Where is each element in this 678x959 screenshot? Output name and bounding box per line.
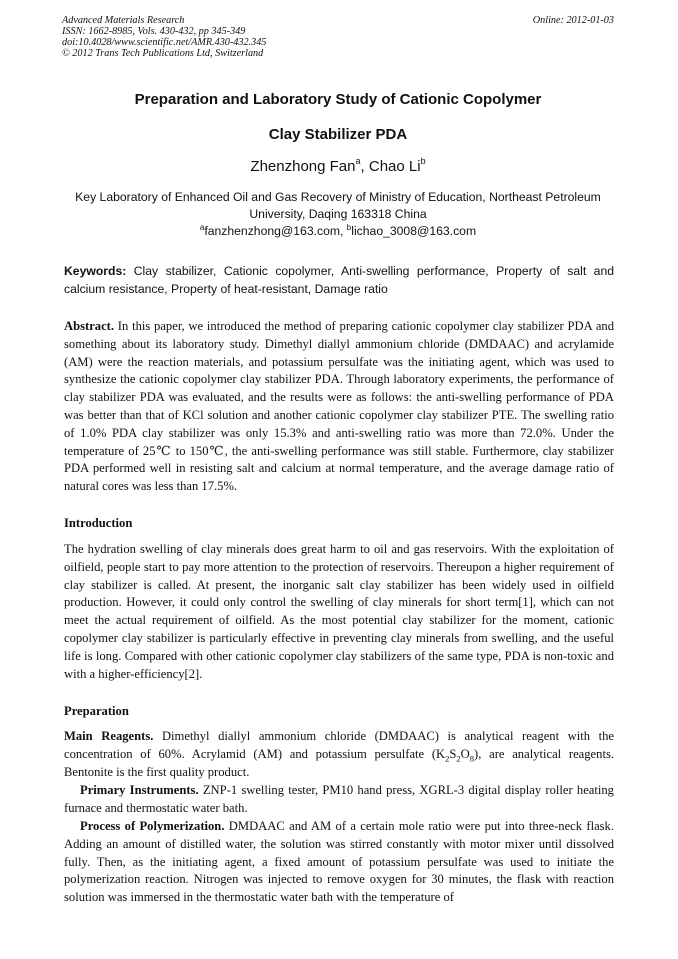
affiliation-text: Key Laboratory of Enhanced Oil and Gas Recovery of Ministry of Education, Northeast Petroleum University, Daqing 163318 China xyxy=(75,190,601,221)
introduction-heading: Introduction xyxy=(64,516,133,530)
issn-line: ISSN: 1662-8985, Vols. 430-432, pp 345-349 xyxy=(62,26,246,37)
keywords-text: Clay stabilizer, Cationic copolymer, Anti-swelling performance, Property of salt and calcium resistance, Property of heat-resistant, Damage ratio xyxy=(64,264,614,296)
main-reagents-text-2: S xyxy=(449,746,457,761)
abstract-paragraph xyxy=(64,318,614,496)
journal-name: Advanced Materials Research xyxy=(62,15,185,26)
main-reagents-text-4: ), are analytical reagents. Bentonite is the first quality product. xyxy=(64,746,614,779)
paper-title-line-1: Preparation and Laboratory Study of Cationic Copolymer xyxy=(134,91,542,108)
email-line xyxy=(62,223,614,240)
author-1: Zhenzhong Fan xyxy=(250,158,356,175)
affiliation-block xyxy=(62,189,614,240)
formula-sub-3: 8 xyxy=(469,753,475,764)
keywords-paragraph xyxy=(64,262,614,298)
author-2-sup: b xyxy=(420,156,426,166)
polymerization-label: Process of Polymerization. xyxy=(80,819,225,833)
author-1-sup: a xyxy=(355,156,361,166)
polymerization-text: DMDAAC and AM of a certain mole ratio were put into three-neck flask. Adding an amount of distilled water, the solution was stirred constantly with motor mixer until dissolved fully. Then, as the initiating agent, a fixed amount of potassium persulfate was used to initiate the polymerization reaction. Nitrogen was injected to remove oxygen for 30 minutes, the flask with reaction solution was immersed in the thermostatic water bath with the temperature of xyxy=(64,819,615,905)
paper-title-line-2: Clay Stabilizer PDA xyxy=(268,126,408,143)
introduction-paragraph: The hydration swelling of clay minerals does great harm to oil and gas reservoirs. With the exploitation of oilfield, people start to pay more attention to the protection of reservoirs. Thereupon a higher requirement of clay stabilizer is called. At present, the inorganic salt clay stabilizer has been widely used in oilfield production. However, it could only control the swelling of clay minerals for short term[1], which can not meet the actual requirement of oilfield. As the most potential clay stabilizer for the moment, cationic copolymer clay stabilizer is particularly effective in preventing clay minerals from swelling, and the useful life is long. Compared with other cationic copolymer clay stabilizers of the same type, PDA is non-toxic and with a higher-efficiency[2]. xyxy=(64,542,614,681)
email-b-sup: b xyxy=(346,222,352,232)
instruments-text: ZNP-1 swelling tester, PM10 hand press, XGRL-3 digital display roller heating furnace and thermostatic water bath. xyxy=(64,783,614,815)
author-list xyxy=(62,158,614,175)
keywords-label: Keywords: xyxy=(64,264,127,278)
instruments-label: Primary Instruments. xyxy=(80,783,199,797)
formula-sub-1: 2 xyxy=(445,753,450,764)
main-reagents-text-3: O xyxy=(460,746,470,761)
instruments-paragraph xyxy=(64,782,614,818)
polymerization-paragraph xyxy=(64,818,614,907)
email-b: lichao_3008@163.com xyxy=(351,224,477,238)
author-2: Chao Li xyxy=(368,158,421,175)
doi-line: doi:10.4028/www.scientific.net/AMR.430-432.345 xyxy=(62,37,267,48)
preparation-heading: Preparation xyxy=(64,704,129,718)
formula-sub-2: 2 xyxy=(456,753,461,764)
main-reagents-label: Main Reagents. xyxy=(64,729,154,743)
main-reagents-text-1: Dimethyl diallyl ammonium chloride (DMDAAC) is analytical reagent with the concentration of 60%. Acrylamid (AM) and potassium persulfate (K xyxy=(64,729,614,761)
journal-header xyxy=(62,15,614,59)
abstract-label: Abstract. xyxy=(64,319,115,333)
online-date: Online: 2012-01-03 xyxy=(532,15,614,26)
main-reagents-paragraph xyxy=(64,728,614,781)
email-a: fanzhenzhong@163.com, xyxy=(204,224,347,238)
copyright-line: © 2012 Trans Tech Publications Ltd, Switzerland xyxy=(62,48,264,59)
email-a-sup: a xyxy=(199,222,205,232)
author-separator: , xyxy=(360,158,369,175)
abstract-text: In this paper, we introduced the method of preparing cationic copolymer clay stabilizer PDA and something about its laboratory study. Dimethyl diallyl ammonium chloride (DMDAAC) and acrylamide (AM) were the reaction materials, and potassium persulfate was the initiating agent, which was used to synthesize the cationic copolymer clay stabilizer PDA. Through laboratory experiments, the performance of clay stabilizer PDA was evaluated, and the results were as follows: the anti-swelling performance of PDA was better than that of KCl solution and another cationic copolymer clay stabilizer PTE. The swelling ratio of 1.0% PDA clay stabilizer was only 15.3% and anti-swelling ratio was more than 72.0%. Under the temperature of 25℃ to 150℃, the anti-swelling performance was still stable. Furthermore, clay stabilizer PDA performed well in resisting salt and calcium at normal temperature, and the average damage ratio of natural cores was less than 17.5%. xyxy=(64,319,614,494)
